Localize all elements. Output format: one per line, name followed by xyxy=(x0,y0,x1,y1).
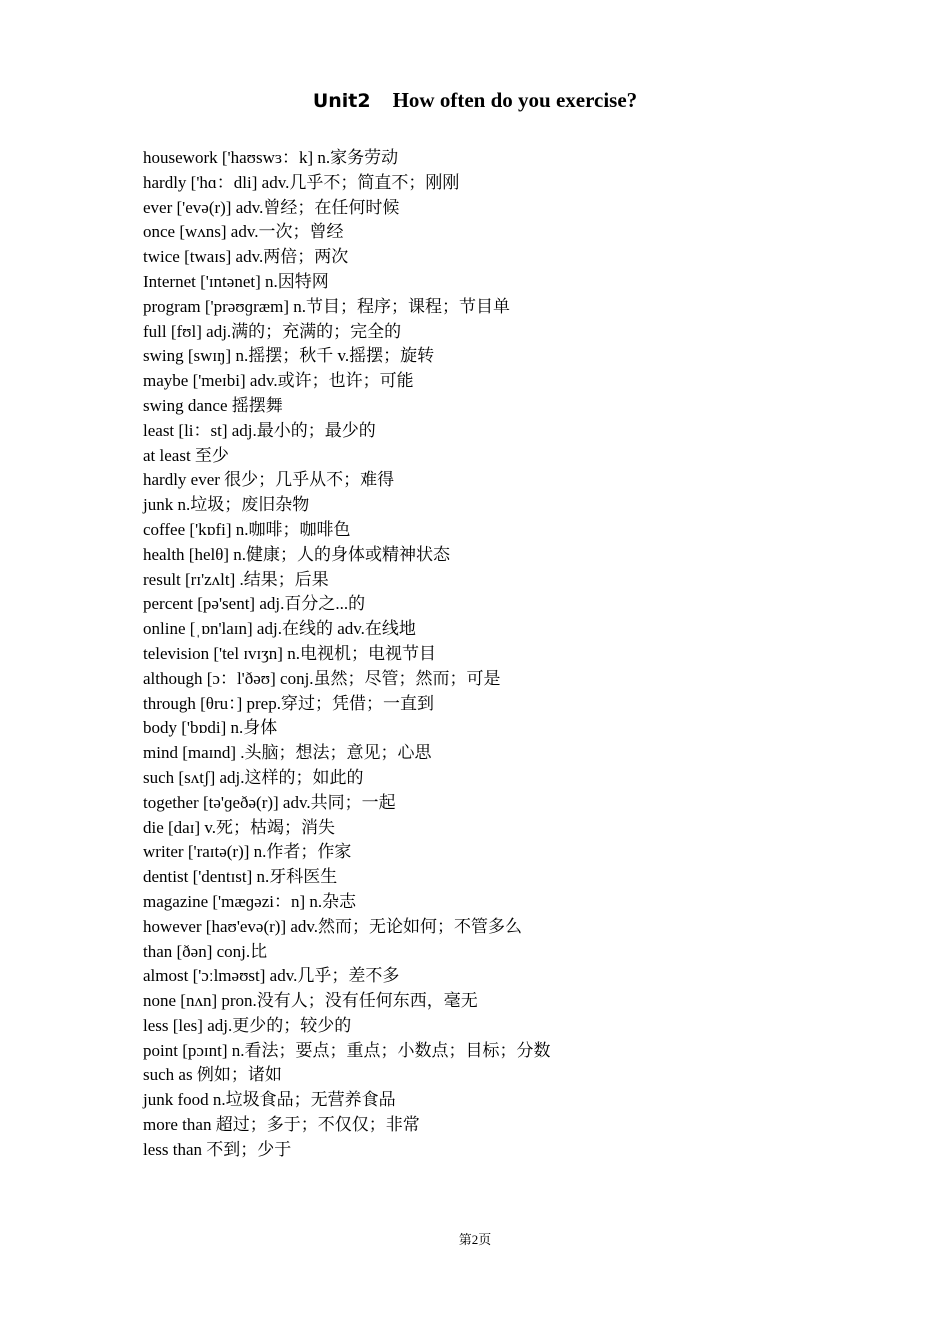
page-number: 第2页 xyxy=(458,1232,492,1247)
vocabulary-entry: such as 例如；诸如 xyxy=(143,1065,282,1085)
vocabulary-entry: junk n.垃圾；废旧杂物 xyxy=(143,495,310,515)
vocabulary-entry: health [helθ] n.健康；人的身体或精神状态 xyxy=(143,544,451,564)
vocabulary-entry: body ['bɒdi] n.身体 xyxy=(143,718,278,738)
vocabulary-entry: although [ɔ：l'ðəʊ] conj.虽然；尽管；然而；可是 xyxy=(143,668,501,688)
vocabulary-entry: twice [twaɪs] adv.两倍；两次 xyxy=(143,247,349,267)
vocabulary-entry: swing [swɪŋ] n.摇摆；秋千 v.摇摆；旋转 xyxy=(143,346,435,366)
vocabulary-list xyxy=(143,146,903,1163)
vocabulary-entry: hardly ['hɑ：dli] adv.几乎不；简直不；刚刚 xyxy=(143,172,460,192)
vocabulary-entry: maybe ['meɪbi] adv.或许；也许；可能 xyxy=(143,371,414,391)
vocabulary-entry: magazine ['mæɡəzi：n] n.杂志 xyxy=(143,891,357,911)
vocabulary-entry: dentist ['dentɪst] n.牙科医生 xyxy=(143,867,338,887)
vocabulary-entry: junk food n.垃圾食品；无营养食品 xyxy=(143,1090,396,1110)
vocabulary-entry: than [ðən] conj.比 xyxy=(143,941,268,961)
vocabulary-entry: housework ['haʊswɜ：k] n.家务劳动 xyxy=(143,148,399,167)
vocabulary-entry: television ['tel ɪvɪʒn] n.电视机；电视节目 xyxy=(143,643,436,663)
vocabulary-entry: almost ['ɔːlməʊst] adv.几乎；差不多 xyxy=(143,966,400,986)
vocabulary-entry: Internet ['ɪntənet] n.因特网 xyxy=(143,271,329,291)
vocabulary-entry: ever ['evə(r)] adv.曾经；在任何时候 xyxy=(143,197,400,217)
vocabulary-entry: hardly ever 很少；几乎从不；难得 xyxy=(143,470,395,490)
vocabulary-entry: none [nʌn] pron.没有人；没有任何东西，毫无 xyxy=(143,991,478,1011)
vocabulary-entry: through [θru：] prep.穿过；凭借；一直到 xyxy=(143,693,434,713)
page-title xyxy=(0,86,950,115)
vocabulary-entry: program ['prəʊɡræm] n.节目；程序；课程；节目单 xyxy=(143,296,510,316)
vocabulary-entry: full [fʊl] adj.满的；充满的；完全的 xyxy=(143,321,402,341)
vocabulary-entry: however [haʊ'evə(r)] adv.然而；无论如何；不管多么 xyxy=(143,916,523,936)
vocabulary-entry: mind [maɪnd] .头脑；想法；意见；心思 xyxy=(143,743,432,763)
vocabulary-entry: at least 至少 xyxy=(143,445,229,465)
vocabulary-entry: writer ['raɪtə(r)] n.作者；作家 xyxy=(143,842,352,862)
vocabulary-entry: percent [pə'sent] adj.百分之...的 xyxy=(143,594,366,614)
vocabulary-entry: more than 超过；多于；不仅仅；非常 xyxy=(143,1115,420,1135)
vocabulary-entry: together [tə'ɡeðə(r)] adv.共同；一起 xyxy=(143,792,396,812)
vocabulary-entry: once [wʌns] adv.一次；曾经 xyxy=(143,222,344,242)
unit-label: Unit2 xyxy=(312,90,371,112)
vocabulary-entry: less [les] adj.更少的；较少的 xyxy=(143,1015,352,1035)
vocabulary-entry: result [rɪ'zʌlt] .结果；后果 xyxy=(143,569,329,589)
vocabulary-entry: die [daɪ] v.死；枯竭；消失 xyxy=(143,817,336,837)
vocabulary-entry: least [li：st] adj.最小的；最少的 xyxy=(143,420,376,440)
vocabulary-entry: coffee ['kɒfi] n.咖啡；咖啡色 xyxy=(143,519,351,539)
vocabulary-entry: point [pɔɪnt] n.看法；要点；重点；小数点；目标；分数 xyxy=(143,1040,551,1060)
vocabulary-entry: such [sʌtʃ] adj.这样的；如此的 xyxy=(143,767,364,787)
vocabulary-entry: online [ˌɒn'laɪn] adj.在线的 adv.在线地 xyxy=(143,619,416,639)
unit-question: How often do you exercise? xyxy=(392,88,638,112)
vocabulary-entry: swing dance 摇摆舞 xyxy=(143,395,283,415)
vocabulary-entry: less than 不到；少于 xyxy=(143,1139,292,1159)
